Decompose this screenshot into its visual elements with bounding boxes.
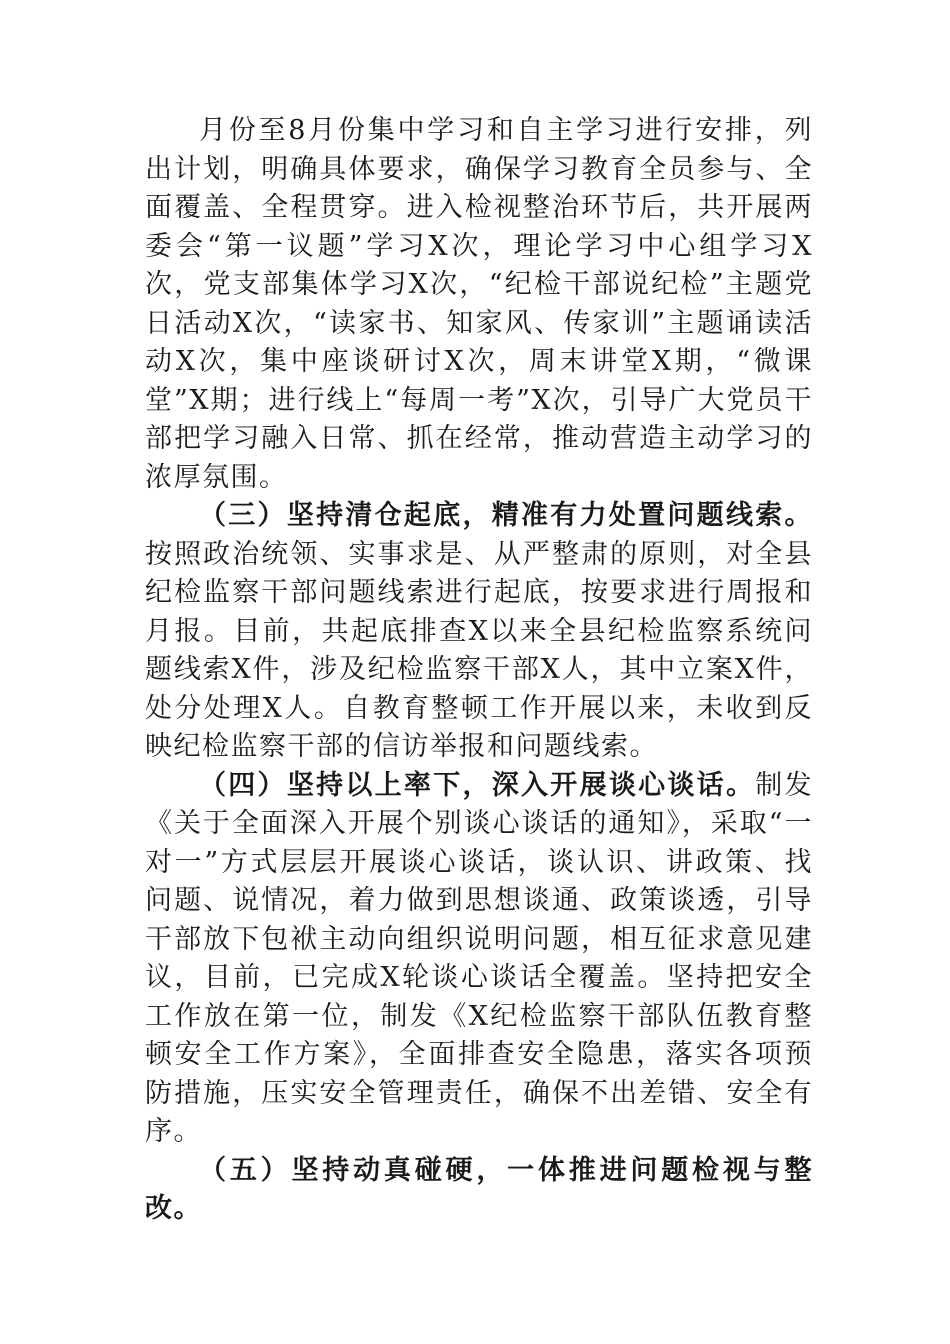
document-body (145, 112, 813, 1229)
paragraph-1 (145, 112, 813, 497)
section-heading-3: （三）坚持清仓起底，精准有力处置问题线索。 (199, 500, 813, 531)
paragraph-1-text: 月份至8月份集中学习和自主学习进行安排，列出计划，明确具体要求，确保学习教育全员参与、全面覆盖、全程贯穿。进入检视整治环节后，共开展两委会“第一议题”学习X次，理论学习中心组学习X次，党支部集体学习X次，“纪检干部说纪检”主题党日活动X次，“读家书、知家风、传家训”主题诵读活动X次，集中座谈研讨X次，周末讲堂X期，“微课堂”X期；进行线上“每周一考”X次，引导广大党员干部把学习融入日常、抓在经常，推动营造主动学习的浓厚氛围。 (145, 115, 813, 493)
section-heading-4: （四）坚持以上率下，深入开展谈心谈话。 (199, 769, 756, 801)
paragraph-3 (145, 767, 813, 1152)
paragraph-2-text: 按照政治统领、实事求是、从严整肃的原则，对全县纪检监察干部问题线索进行起底，按要求进行周报和月报。目前，共起底排查X以来全县纪检监察系统问题线索X件，涉及纪检监察干部X人，其中立案X件，处分处理X人。自教育整顿工作开展以来，未收到反映纪检监察干部的信访举报和问题线索。 (145, 538, 813, 762)
paragraph-4 (145, 1152, 813, 1229)
section-heading-5: （五）坚持动真碰硬，一体推进问题检视与整改。 (145, 1154, 813, 1224)
paragraph-2 (145, 497, 813, 767)
paragraph-3-text: 制发《关于全面深入开展个别谈心谈话的通知》，采取“一对一”方式层层开展谈心谈话，谈认识、讲政策、找问题、说情况，着力做到思想谈通、政策谈透，引导干部放下包袱主动向组织说明问题，相互征求意见建议，目前，已完成X轮谈心谈话全覆盖。坚持把安全工作放在第一位，制发《X纪检监察干部队伍教育整顿安全工作方案》，全面排查安全隐患，落实各项预防措施，压实安全管理责任，确保不出差错、安全有序。 (145, 769, 814, 1147)
